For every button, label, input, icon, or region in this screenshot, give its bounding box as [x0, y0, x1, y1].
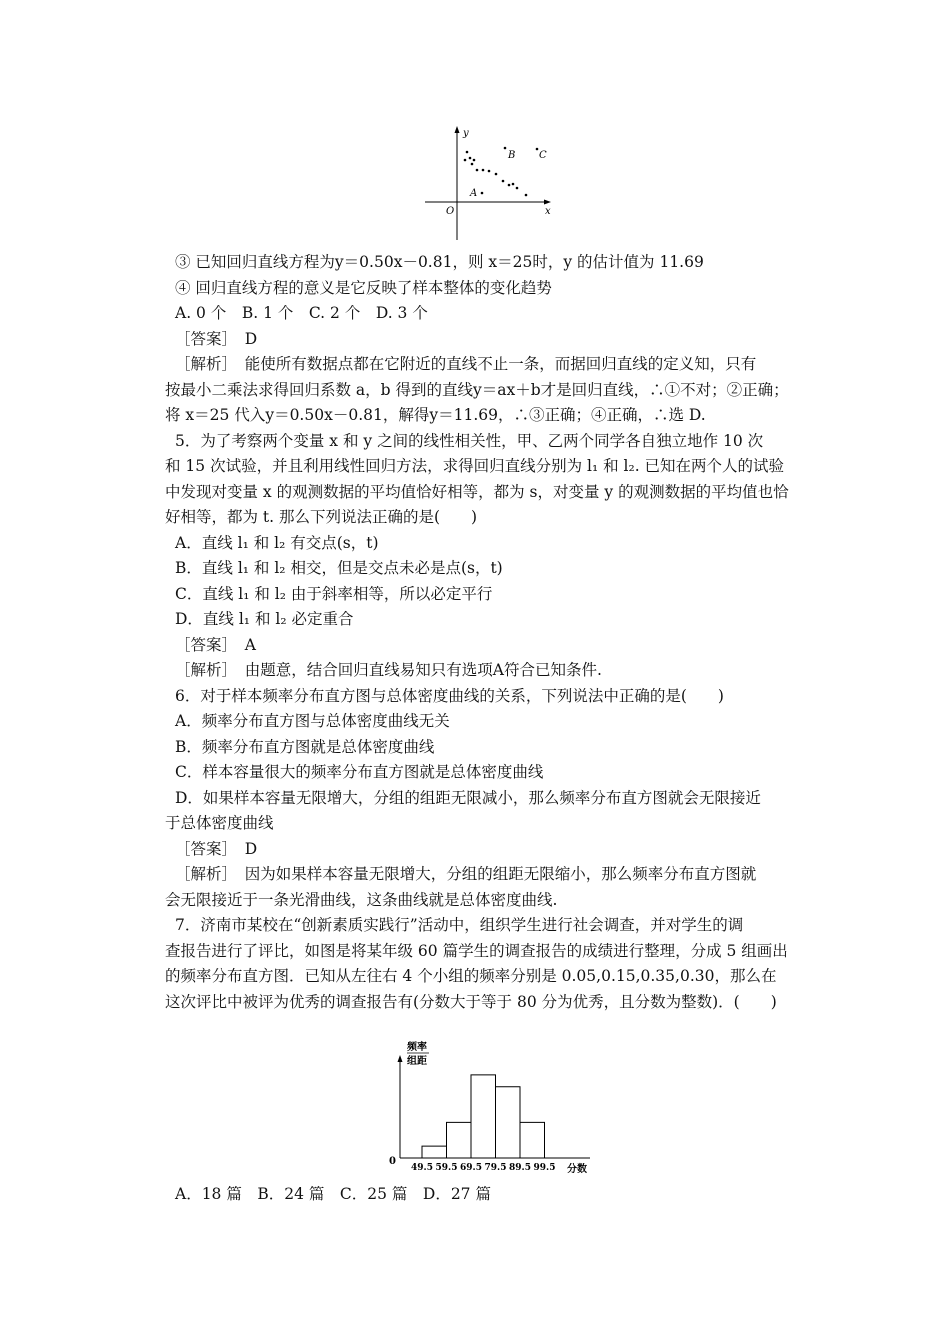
point-b-label: B — [508, 150, 516, 161]
y-axis-label: y — [463, 128, 469, 139]
q4-analysis-line-1: ［解析］ 能使所有数据点都在它附近的直线不止一条，而据回归直线的定义知，只有 — [175, 355, 757, 373]
q4-item-4: ④ 回归直线方程的意义是它反映了样本整体的变化趋势 — [175, 278, 552, 297]
origin-label: O — [446, 206, 455, 217]
q6-option-c: C．样本容量很大的频率分布直方图就是总体密度曲线 — [175, 763, 544, 781]
q7-stem-line-4: 这次评比中被评为优秀的调查报告有(分数大于等于 80 分为优秀，且分数为整数)．( ) — [165, 992, 777, 1011]
q6-answer: ［答案］ D — [175, 839, 258, 858]
scatter-point — [495, 173, 498, 176]
q6-option-d-line-1: D．如果样本容量无限增大，分组的组距无限减小，那么频率分布直方图就会无限接近 — [175, 788, 761, 807]
scatter-point-c — [536, 148, 539, 151]
q4-item-3: ③ 已知回归直线方程为y＝0.50x－0.81，则 x＝25时，y 的估计值为 11.69 — [175, 253, 704, 271]
scatter-point — [482, 169, 485, 172]
scatter-point — [525, 194, 528, 197]
x-tick-label: 89.5 — [509, 1163, 531, 1173]
point-c-label: C — [539, 150, 547, 161]
y-axis-arrow — [398, 1055, 403, 1062]
scatter-point — [476, 169, 479, 172]
q5-answer: ［答案］ A — [175, 635, 256, 654]
x-tick-label: 99.5 — [533, 1163, 556, 1173]
y-axis-arrow — [455, 126, 460, 133]
x-axis-label: x — [545, 206, 551, 217]
scatter-point — [464, 159, 467, 162]
x-axis-arrow — [544, 200, 551, 205]
scatter-point — [488, 170, 491, 173]
q4-answer: ［答案］ D — [175, 329, 258, 348]
q6-analysis-line-1: ［解析］ 因为如果样本容量无限增大，分组的组距无限缩小，那么频率分布直方图就 — [175, 865, 757, 883]
scatter-point — [471, 163, 474, 166]
scatter-point — [473, 159, 476, 162]
histogram-bar — [496, 1087, 521, 1158]
x-tick-label: 79.5 — [484, 1163, 507, 1173]
q4-options: A. 0 个 B. 1 个 C. 2 个 D. 3 个 — [175, 304, 428, 322]
scatter-point — [466, 151, 469, 154]
q7-stem-line-1: 7．济南市某校在“创新素质实践行”活动中，组织学生进行社会调查，并对学生的调 — [175, 916, 744, 934]
q5-option-a: A．直线 l₁ 和 l₂ 有交点(s，t) — [175, 533, 379, 552]
x-axis-label: 分数 — [567, 1164, 587, 1175]
x-tick-label: 69.5 — [460, 1163, 482, 1173]
y-label-bottom: 组距 — [407, 1056, 427, 1067]
q5-stem-line-3: 中发现对变量 x 的观测数据的平均值恰好相等，都为 s，对变量 y 的观测数据的平均值也恰 — [165, 482, 789, 501]
q6-option-b: B．频率分布直方图就是总体密度曲线 — [175, 737, 435, 756]
x-tick-label: 59.5 — [435, 1163, 458, 1173]
q4-analysis-line-2: 按最小二乘法求得回归系数 a，b 得到的直线y＝ax＋b才是回归直线，∴①不对；②正确； — [165, 380, 789, 399]
scatter-point-b — [504, 147, 507, 150]
q5-stem-line-2: 和 15 次试验，并且利用线性回归方法，求得回归直线分别为 l₁ 和 l₂. 已知在两个人的试验 — [165, 457, 785, 475]
scatter-point — [481, 192, 484, 195]
q5-option-d: D．直线 l₁ 和 l₂ 必定重合 — [175, 610, 354, 628]
q7-stem-line-2: 查报告进行了评比，如图是将某年级 60 篇学生的调查报告的成绩进行整理，分成 5 组画出 — [165, 941, 788, 960]
q6-analysis-line-2: 会无限接近于一条光滑曲线，这条曲线就是总体密度曲线. — [165, 890, 558, 909]
q7-options: A．18 篇 B．24 篇 C．25 篇 D．27 篇 — [175, 1185, 491, 1203]
q4-analysis-line-3: 将 x＝25 代入y＝0.50x－0.81，解得y＝11.69，∴③正确；④正确，∴选 D. — [165, 406, 706, 424]
q6-option-d-line-2: 于总体密度曲线 — [165, 814, 274, 832]
q5-stem-line-1: 5．为了考察两个变量 x 和 y 之间的线性相关性，甲、乙两个同学各自独立地作 10 次 — [175, 431, 764, 450]
scatter-point — [512, 183, 515, 186]
q5-option-b: B．直线 l₁ 和 l₂ 相交，但是交点未必是点(s，t) — [175, 559, 503, 577]
y-label-top: 频率 — [407, 1042, 427, 1053]
q6-stem: 6．对于样本频率分布直方图与总体密度曲线的关系，下列说法中正确的是( ) — [175, 686, 724, 705]
q6-option-a: A．频率分布直方图与总体密度曲线无关 — [175, 712, 450, 730]
histogram-bar — [447, 1122, 472, 1158]
histogram-bar — [471, 1075, 496, 1158]
scatter-point — [502, 180, 505, 183]
frequency-histogram — [385, 1040, 605, 1180]
x-tick-label: 49.5 — [411, 1163, 433, 1173]
origin-label: 0 — [389, 1156, 396, 1167]
histogram-bar — [520, 1122, 545, 1158]
q5-option-c: C．直线 l₁ 和 l₂ 由于斜率相等，所以必定平行 — [175, 584, 493, 603]
document-text — [165, 250, 815, 1015]
point-a-label: A — [470, 188, 478, 199]
scatter-point — [469, 157, 472, 160]
q7-stem-line-3: 的频率分布直方图．已知从左往右 4 个小组的频率分别是 0.05,0.15,0.35,0.30，那么在 — [165, 967, 777, 985]
q5-stem-line-4: 好相等，都为 t. 那么下列说法正确的是( ) — [165, 508, 478, 526]
scatter-figure — [415, 122, 575, 244]
histogram-bar — [422, 1146, 447, 1158]
q5-analysis: ［解析］ 由题意，结合回归直线易知只有选项A符合已知条件. — [175, 661, 602, 679]
scatter-point — [508, 184, 511, 187]
scatter-point — [516, 187, 519, 190]
